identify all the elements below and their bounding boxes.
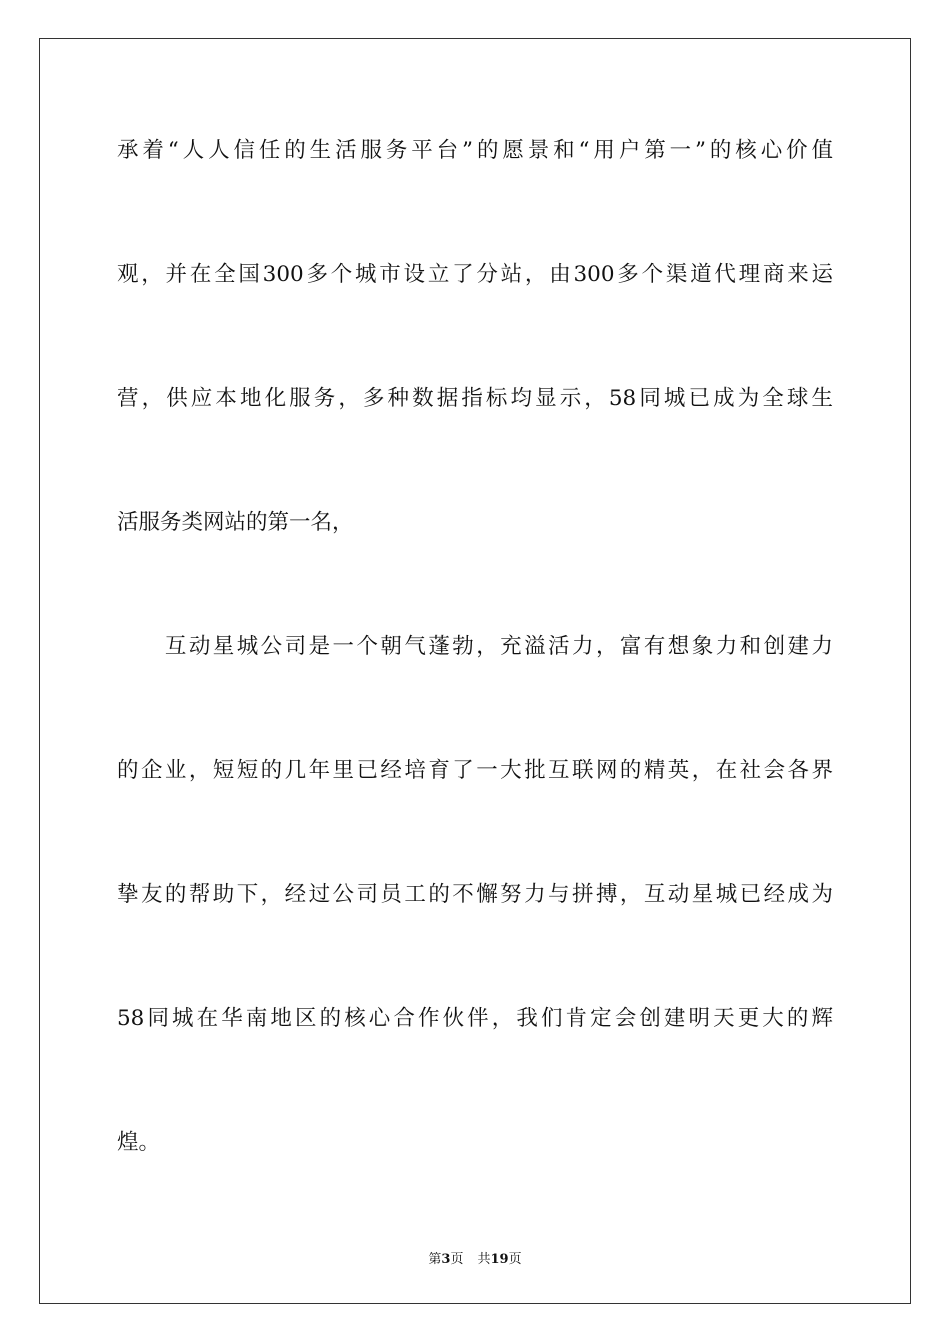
page-number: 3 bbox=[441, 1252, 451, 1267]
body-line-7: 挚友的帮助下，经过公司员工的不懈努力与拼搏，互动星城已经成为 bbox=[117, 882, 833, 907]
page-footer bbox=[0, 1248, 950, 1267]
body-line-6: 的企业，短短的几年里已经培育了一大批互联网的精英，在社会各界 bbox=[117, 758, 833, 783]
body-line-1: 承着“人人信任的生活服务平台”的愿景和“用户第一”的核心价值 bbox=[117, 138, 833, 163]
page-prefix: 第 bbox=[428, 1252, 442, 1267]
total-prefix: 共 bbox=[477, 1252, 491, 1267]
body-line-5: 互动星城公司是一个朝气蓬勃，充溢活力，富有想象力和创建力 bbox=[117, 634, 833, 659]
body-line-8: 58同城在华南地区的核心合作伙伴，我们肯定会创建明天更大的辉 bbox=[117, 1006, 833, 1031]
page-suffix: 页 bbox=[450, 1252, 464, 1267]
total-pages: 19 bbox=[490, 1252, 509, 1267]
body-line-2: 观，并在全国300多个城市设立了分站，由300多个渠道代理商来运 bbox=[117, 262, 833, 287]
body-line-9: 煌。 bbox=[117, 1130, 161, 1155]
page-border bbox=[39, 38, 911, 1304]
total-suffix: 页 bbox=[508, 1252, 522, 1267]
body-line-4: 活服务类网站的第一名， bbox=[117, 510, 354, 535]
body-line-3: 营，供应本地化服务，多种数据指标均显示，58同城已成为全球生 bbox=[117, 386, 833, 411]
